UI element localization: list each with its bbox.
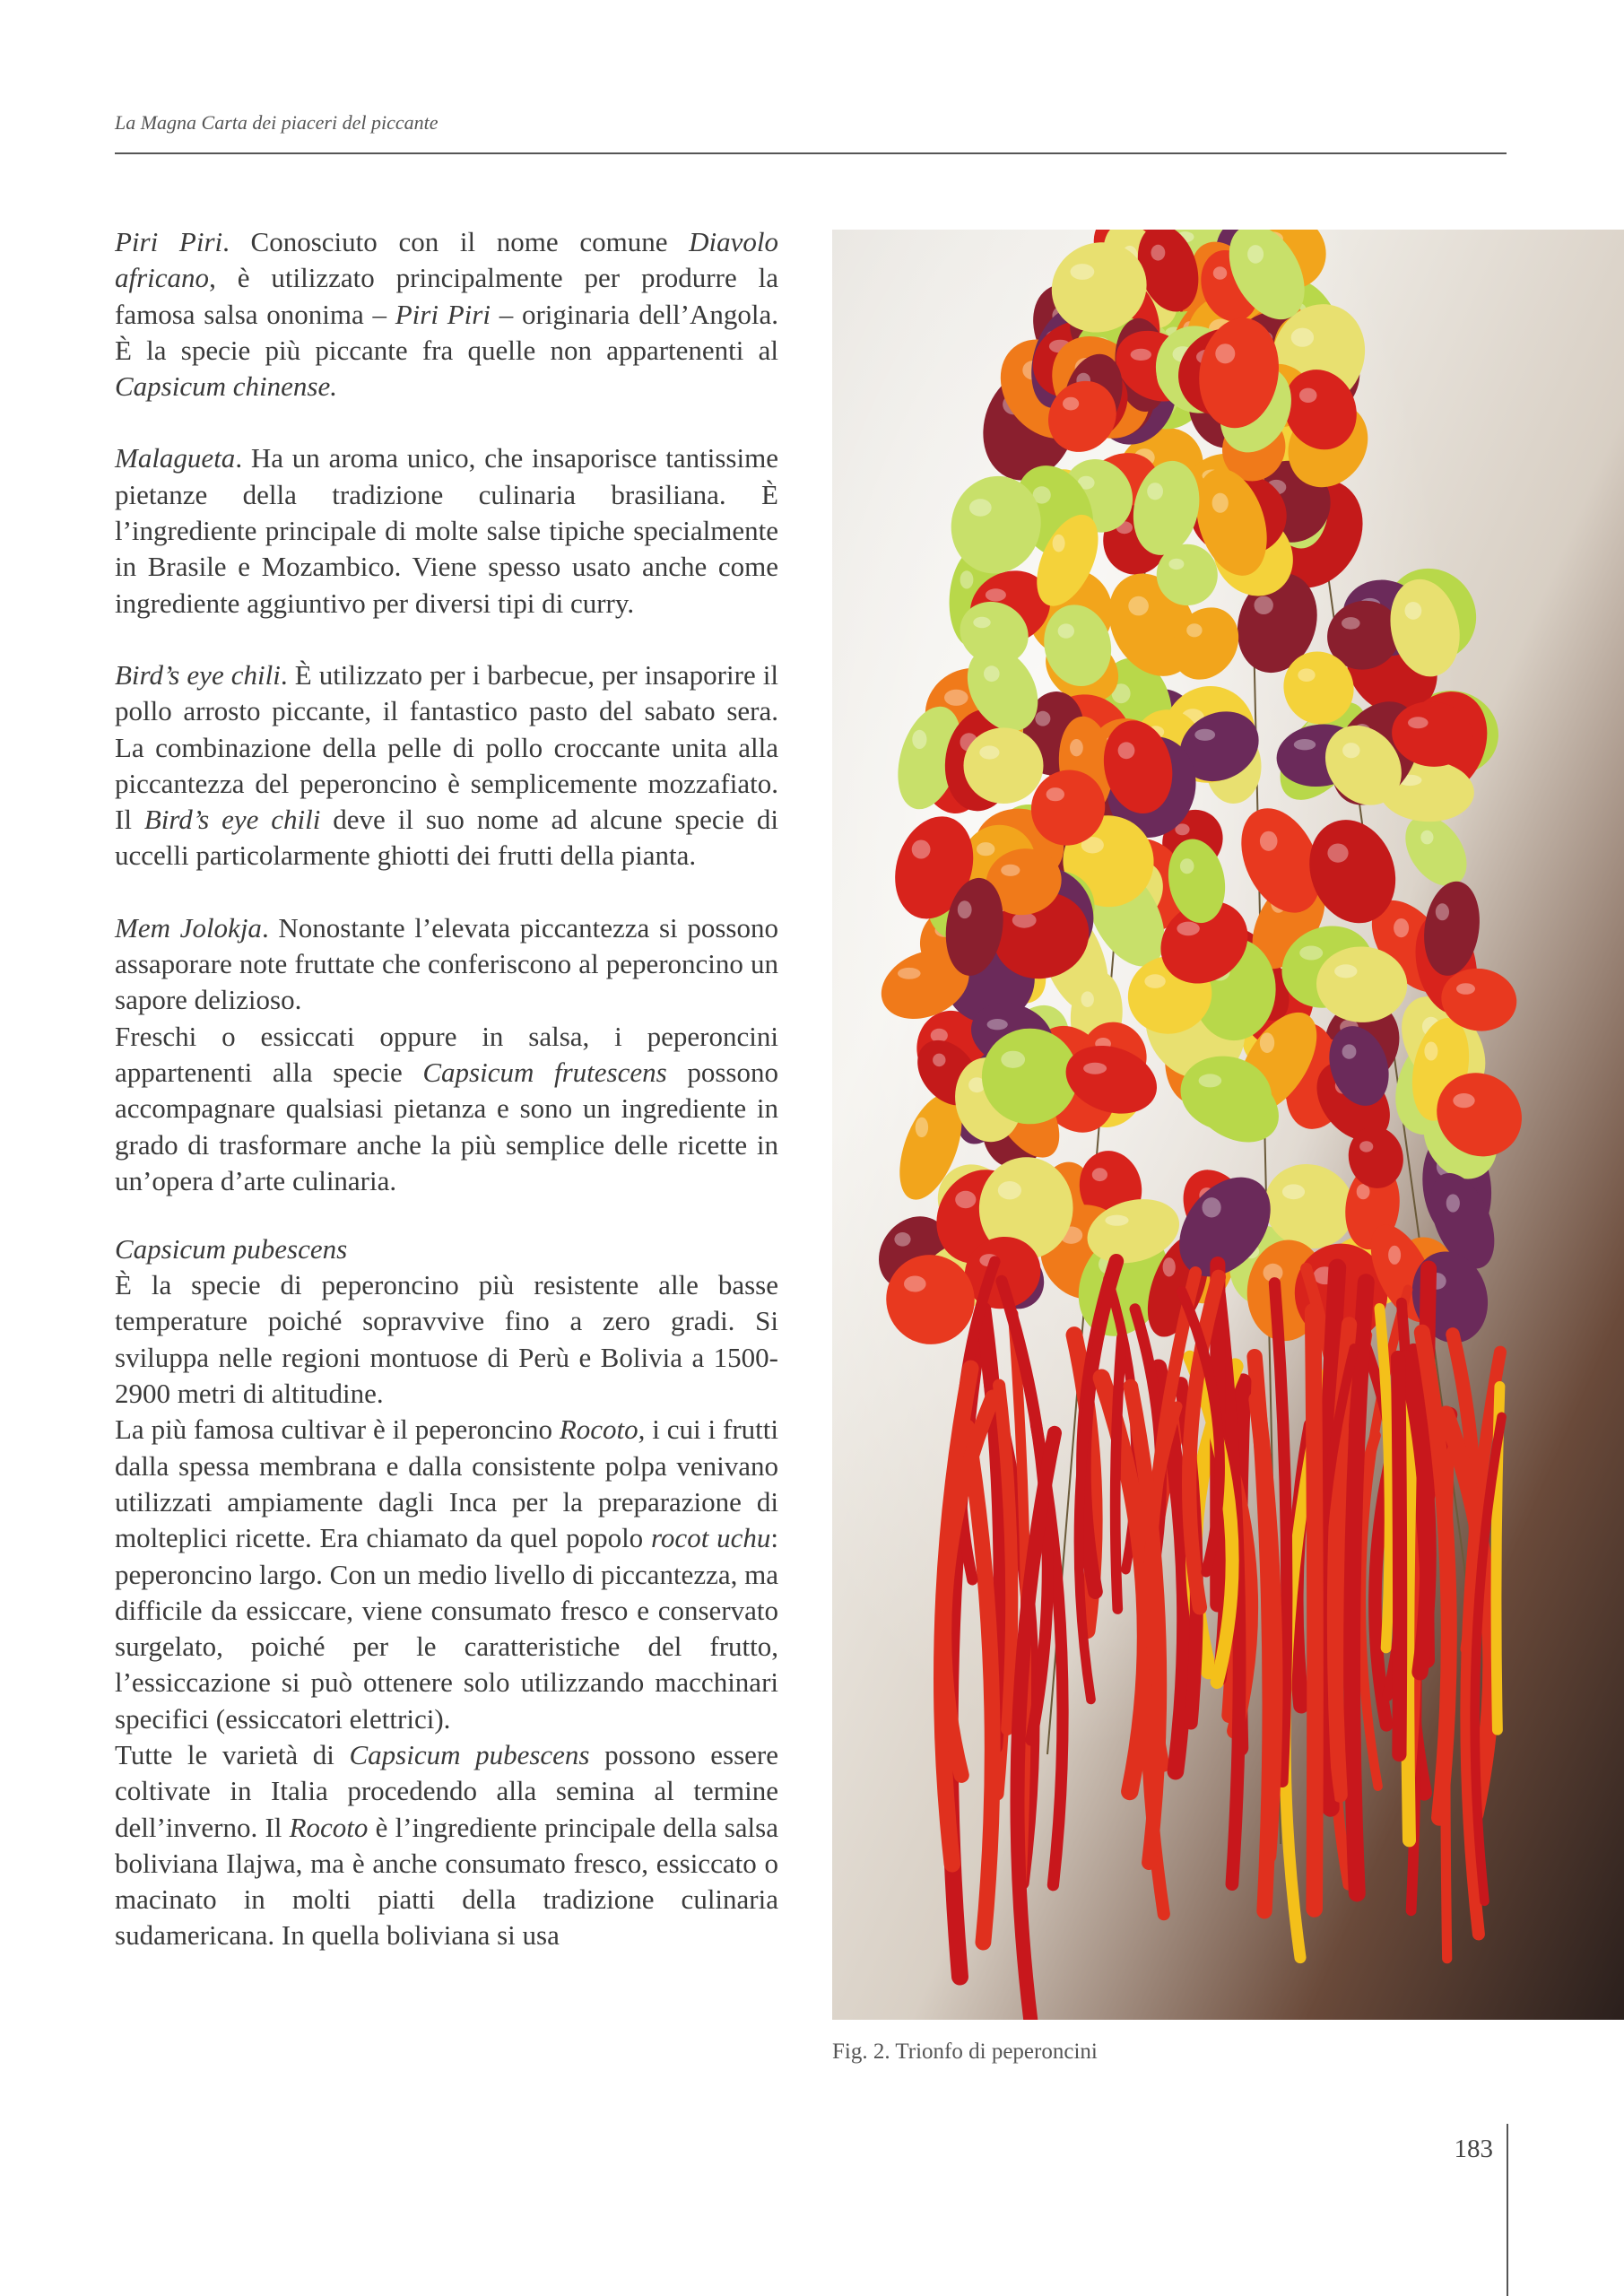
section-paragraphs [115, 1267, 778, 1954]
pepper-highlight [1212, 493, 1229, 513]
italic-term: Bird’s eye chili [143, 804, 321, 836]
pepper-highlight [1327, 844, 1348, 863]
pepper-highlight [979, 745, 999, 759]
pepper-highlight [1151, 245, 1166, 261]
pepper-highlight [1147, 483, 1163, 500]
pepper-highlight [1436, 903, 1449, 920]
text-run: : peperoncino largo. Con un medio livello di piccantezza, ma difficile da essiccare, viene consumato fresco e conservato surgelato, poiché per le caratteristiche del frutto, l’essiccazione si può ottenere solo utilizzando macchinari specifici (essiccatori elettrici). [115, 1522, 779, 1735]
italic-term: Capsicum chinense. [115, 370, 337, 403]
text-run: deve il suo nome ad alcune specie di uccelli particolarmente ghiotti dei frutti della pianta. [115, 804, 779, 872]
pepper-highlight [904, 1276, 926, 1292]
pepper-highlight [1092, 1168, 1107, 1181]
pepper-highlight [986, 588, 1006, 601]
long-red-chili [1313, 1311, 1315, 1909]
body-paragraph [115, 910, 778, 1019]
body-paragraph [115, 1019, 778, 1199]
pepper-highlight [933, 1054, 945, 1067]
pepper-highlight [1001, 865, 1020, 876]
pepper-highlight [1255, 596, 1273, 614]
pepper-highlight [1334, 964, 1357, 978]
text-run: È la specie di peperoncino più resistente alle basse temperature poiché sopravvive fino a zero gradi. Si sviluppa nelle regioni montuose di Perù e Bolivia a 1500-2900 metri di altitudine. [115, 1269, 778, 1410]
pepper-highlight [955, 1191, 976, 1209]
text-run: Tutte le varietà di [115, 1738, 350, 1770]
pepper-highlight [1180, 858, 1194, 874]
pepper-highlight [1194, 729, 1215, 741]
pepper-highlight [912, 840, 931, 859]
pepper-highlight [912, 730, 926, 749]
pepper-highlight [1177, 922, 1199, 936]
pepper-highlight [1144, 974, 1165, 988]
italic-term: Rocoto [289, 1811, 369, 1843]
variety-name: Mem Jolokja [115, 911, 262, 944]
pepper-highlight [1453, 1093, 1474, 1108]
pepper-highlight [973, 617, 990, 628]
italic-term: Piri Piri [395, 298, 491, 330]
header-rule [115, 152, 1507, 154]
pepper-highlight [1001, 1051, 1025, 1068]
pepper-highlight [1213, 266, 1227, 280]
pepper-highlight [1247, 245, 1264, 264]
pepper-highlight [1446, 1194, 1460, 1212]
body-text-column [115, 224, 778, 1954]
pepper-highlight [1163, 1257, 1176, 1276]
text-run: i cui i frutti dalla spessa membrana e dalla consistente polpa venivano utilizzati ampiamente dagli Inca per la preparazione di molteplici ricette. Era chiamato da quel popolo [115, 1413, 778, 1554]
italic-term: Diavolo africano [115, 226, 778, 294]
section-heading: Capsicum pubescens [115, 1233, 348, 1265]
pepper-highlight [916, 1118, 928, 1137]
pepper-highlight [1424, 1042, 1437, 1061]
pepper-highlight [960, 570, 974, 588]
page-number-rule [1507, 2124, 1508, 2296]
pepper-highlight [1105, 1215, 1128, 1226]
body-paragraph [115, 224, 778, 404]
body-paragraph [115, 1737, 778, 1954]
pepper-highlight [1063, 397, 1079, 411]
pepper-highlight [1053, 535, 1065, 552]
pepper-highlight [1298, 668, 1315, 682]
italic-term: rocot uchu [651, 1522, 771, 1554]
pepper-highlight [1405, 602, 1422, 620]
pepper-highlight [1035, 711, 1050, 726]
text-run: è l’ingrediente principale della salsa boliviana Ilajwa, ma è anche consumato fresco, essiccato o macinato in molti piatti della tradizione culinaria sudamericana. In quella boliviana si usa [115, 1811, 778, 1952]
pepper-highlight [1128, 596, 1149, 616]
text-run: . È utilizzato per i barbecue, per insaporire il pollo arrosto piccante, il fantastico pasto del sabato sera. La combinazione della pelle di pollo croccante unita alla piccantezza del peperoncino è semplicemente mozzafiato. Il [115, 658, 778, 836]
pepper-highlight [898, 968, 921, 979]
pepper-highlight [977, 842, 994, 856]
pepper-highlight [1291, 328, 1314, 347]
pepper-highlight [1342, 617, 1360, 630]
variety-name: Bird’s eye chili [115, 658, 281, 691]
body-paragraph [115, 657, 778, 874]
pepper-highlight [1260, 831, 1278, 851]
italic-term: Capsicum pubescens [349, 1738, 590, 1770]
pepper-highlight [1215, 344, 1235, 363]
text-run: . Ha un aroma unico, che insaporisce tantissime pietanze della tradizione culinaria brasiliana. È l’ingrediente principale di molte salse tipiche specialmente in Brasile e Mozambico. Viene spesso usato anche come ingrediente aggiuntivo per diversi tipi di curry. [115, 442, 778, 619]
text-run: possono accompagnare qualsiasi pietanza e sono un ingrediente in grado di trasformare anche la più semplice delle ricette in un’opera d’arte culinaria. [115, 1056, 778, 1196]
pepper-highlight [1282, 1184, 1305, 1199]
pepper-highlight [894, 1232, 910, 1247]
pepper-highlight [1342, 743, 1359, 758]
pepper-highlight [1260, 1032, 1274, 1053]
pepper-highlight [1299, 946, 1323, 961]
pepper-highlight [1118, 742, 1135, 759]
pepper-highlight [1394, 918, 1409, 937]
pepper-highlight [1046, 787, 1064, 801]
pepper-highlight [998, 1181, 1021, 1199]
pepper-highlight [1294, 739, 1316, 750]
page-number: 183 [1454, 2135, 1493, 2163]
pepper-highlight [1186, 623, 1202, 637]
pepper-highlight [1168, 559, 1184, 570]
figure-chili-peppers-photo [832, 230, 1624, 2020]
pepper-highlight [1359, 1141, 1373, 1152]
figure-caption: Fig. 2. Trionfo di peperoncini [832, 2039, 1098, 2064]
pepper-highlight [1081, 991, 1094, 1007]
text-run: La più famosa cultivar è il peperoncino [115, 1413, 560, 1446]
running-head: La Magna Carta dei piaceri del piccante [115, 111, 439, 134]
pepper-highlight [1058, 623, 1074, 638]
body-paragraph [115, 1267, 778, 1412]
pepper-highlight [1420, 831, 1433, 845]
text-run: . Conosciuto con il nome comune [222, 226, 690, 257]
text-run: , è utilizzato principalmente per produrre la famosa salsa ononima – [115, 262, 778, 330]
italic-term: Capsicum frutescens [422, 1056, 667, 1088]
pepper-highlight [1203, 1197, 1221, 1217]
text-run: Freschi o essiccati oppure in salsa, i peperoncini appartenenti alla specie [115, 1020, 778, 1088]
pepper-highlight [987, 1019, 1008, 1030]
long-red-chili [1398, 1358, 1400, 1754]
pepper-highlight [944, 690, 968, 706]
variety-paragraphs [115, 224, 778, 1199]
long-red-chili [1408, 1394, 1412, 1840]
pepper-highlight [1083, 1063, 1107, 1074]
text-run: possono essere coltivate in Italia procedendo alla semina al termine dell’inverno. Il [115, 1738, 779, 1843]
pepper-highlight [1342, 1044, 1357, 1058]
pepper-pod [963, 727, 1043, 804]
pepper-highlight [1199, 1074, 1222, 1087]
variety-name: Malagueta [115, 442, 236, 474]
text-run: . Nonostante l’elevata piccantezza si possono assaporare note fruttate che conferiscono al peperoncino un sapore delizioso. [115, 911, 778, 1016]
variety-name: Piri Piri [115, 226, 223, 257]
pepper-highlight [1071, 264, 1095, 280]
body-paragraph [115, 440, 778, 621]
pepper-highlight [958, 900, 972, 918]
pepper-highlight [1070, 739, 1083, 756]
body-paragraph [115, 1412, 778, 1737]
pepper-highlight [1456, 983, 1475, 995]
pepper-highlight [1131, 349, 1151, 361]
pepper-highlight [1408, 717, 1429, 728]
pepper-highlight [1388, 1246, 1401, 1265]
pepper-highlight [931, 1029, 948, 1042]
pepper-highlight [1299, 388, 1317, 403]
italic-term: Rocoto, [559, 1413, 646, 1446]
text-run: – originaria dell’Angola. È la specie più piccante fra quelle non appartenenti al [115, 298, 779, 366]
pepper-highlight [984, 665, 1000, 682]
pepper-highlight [969, 499, 992, 517]
